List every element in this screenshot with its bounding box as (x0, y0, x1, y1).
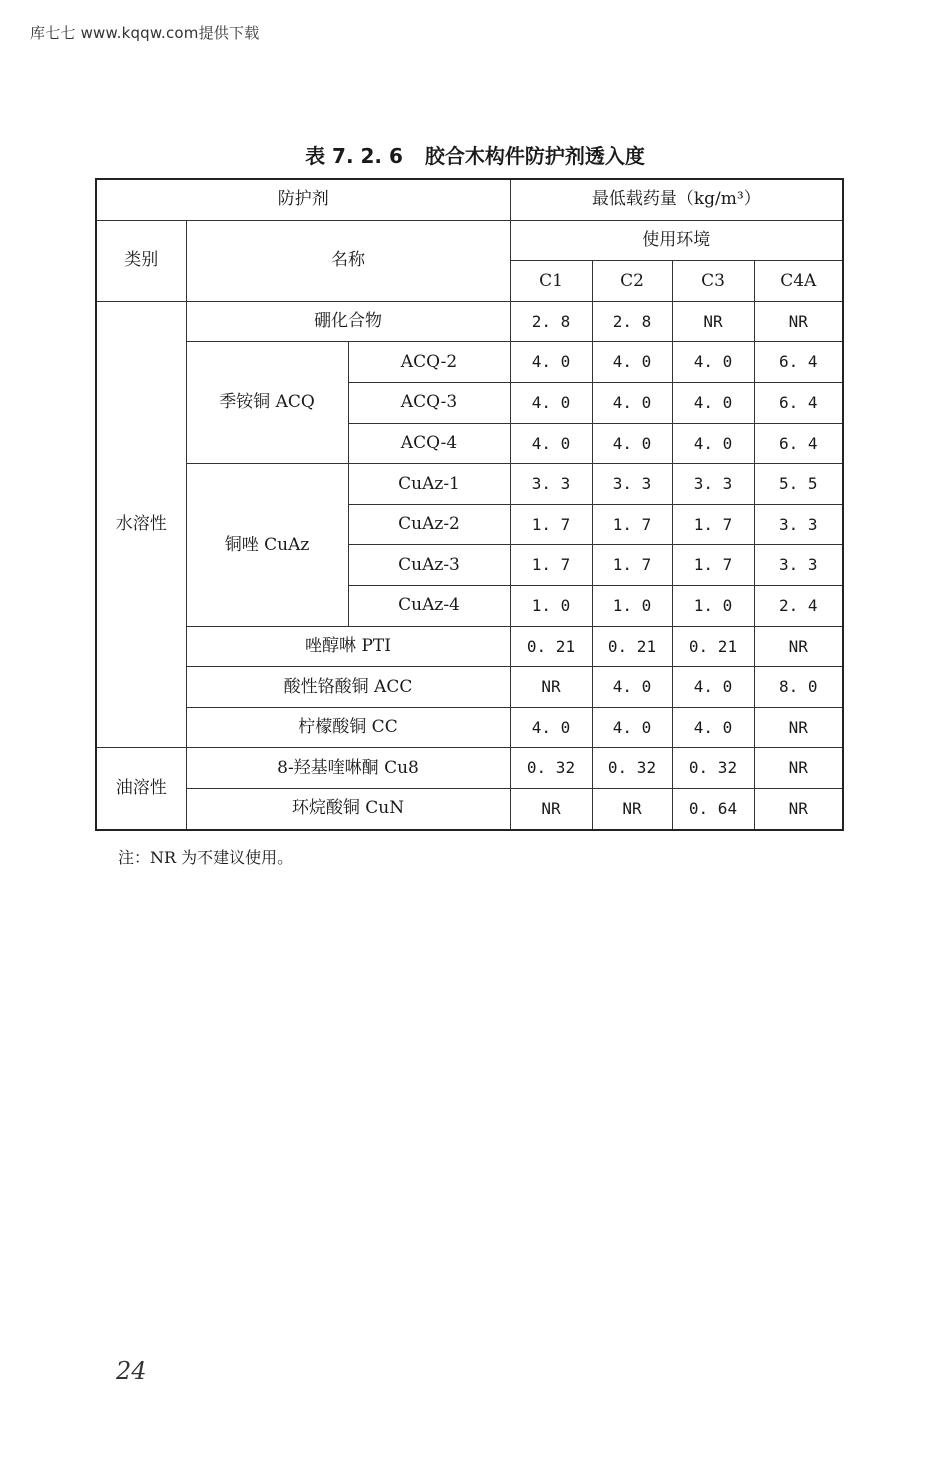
header-use-environment: 使用环境 (510, 220, 843, 261)
preservative-name: 柠檬酸铜 CC (186, 707, 510, 748)
header-min-retention: 最低载药量（kg/m³） (510, 179, 843, 220)
value-cell: 1. 7 (510, 545, 592, 586)
header-preservative: 防护剂 (96, 179, 510, 220)
table-row (96, 301, 843, 342)
value-cell: 3. 3 (672, 464, 754, 505)
preservative-name: ACQ-2 (348, 342, 510, 383)
value-cell: NR (754, 626, 843, 667)
preservative-name: 8-羟基喹啉酮 Cu8 (186, 748, 510, 789)
table-row (96, 464, 843, 505)
table-header-row (96, 179, 843, 220)
watermark: 库七七 www.kqqw.com提供下载 (30, 24, 260, 42)
value-cell: 0. 64 (672, 788, 754, 829)
value-cell: 4. 0 (592, 423, 672, 464)
value-cell: 1. 7 (592, 504, 672, 545)
retention-table (95, 178, 844, 831)
value-cell: 0. 32 (510, 748, 592, 789)
value-cell: 6. 4 (754, 423, 843, 464)
value-cell: 4. 0 (510, 382, 592, 423)
value-cell: 1. 7 (672, 545, 754, 586)
value-cell: 4. 0 (672, 707, 754, 748)
preservative-name: 酸性铬酸铜 ACC (186, 667, 510, 708)
group-cuaz: 铜唑 CuAz (186, 464, 348, 626)
value-cell: 2. 8 (592, 301, 672, 342)
value-cell: 1. 7 (510, 504, 592, 545)
header-category: 类别 (96, 220, 186, 301)
value-cell: 6. 4 (754, 342, 843, 383)
value-cell: 4. 0 (510, 342, 592, 383)
preservative-name: ACQ-4 (348, 423, 510, 464)
preservative-name: CuAz-3 (348, 545, 510, 586)
value-cell: 4. 0 (672, 382, 754, 423)
header-env-c4a: C4A (754, 261, 843, 302)
header-env-c3: C3 (672, 261, 754, 302)
value-cell: 4. 0 (672, 342, 754, 383)
table-row (96, 788, 843, 829)
table-row (96, 748, 843, 789)
value-cell: 0. 21 (592, 626, 672, 667)
value-cell: 6. 4 (754, 382, 843, 423)
value-cell: 0. 21 (672, 626, 754, 667)
preservative-name: 环烷酸铜 CuN (186, 788, 510, 829)
table-row (96, 707, 843, 748)
value-cell: 4. 0 (592, 382, 672, 423)
table-row (96, 342, 843, 383)
value-cell: 0. 21 (510, 626, 592, 667)
preservative-name: ACQ-3 (348, 382, 510, 423)
table-caption (0, 140, 950, 169)
table-row (96, 667, 843, 708)
table-number: 表 7. 2. 6 (305, 144, 403, 168)
preservative-name: 硼化合物 (186, 301, 510, 342)
value-cell: 1. 0 (592, 585, 672, 626)
value-cell: 1. 0 (510, 585, 592, 626)
value-cell: 4. 0 (672, 423, 754, 464)
value-cell: 0. 32 (592, 748, 672, 789)
preservative-name: CuAz-1 (348, 464, 510, 505)
value-cell: 5. 5 (754, 464, 843, 505)
preservative-name: CuAz-4 (348, 585, 510, 626)
value-cell: 1. 7 (592, 545, 672, 586)
value-cell: 4. 0 (510, 707, 592, 748)
group-acq: 季铵铜 ACQ (186, 342, 348, 464)
header-env-c1: C1 (510, 261, 592, 302)
value-cell: 2. 4 (754, 585, 843, 626)
value-cell: NR (510, 788, 592, 829)
value-cell: NR (592, 788, 672, 829)
table-note: 注：NR 为不建议使用。 (118, 848, 294, 867)
category-oil-soluble: 油溶性 (96, 748, 186, 830)
value-cell: NR (754, 748, 843, 789)
value-cell: 1. 7 (672, 504, 754, 545)
value-cell: 0. 32 (672, 748, 754, 789)
header-name: 名称 (186, 220, 510, 301)
value-cell: 4. 0 (592, 342, 672, 383)
value-cell: 3. 3 (592, 464, 672, 505)
value-cell: 3. 3 (510, 464, 592, 505)
table-title: 胶合木构件防护剂透入度 (424, 144, 645, 168)
preservative-name: CuAz-2 (348, 504, 510, 545)
value-cell: NR (754, 301, 843, 342)
header-env-c2: C2 (592, 261, 672, 302)
category-water-soluble: 水溶性 (96, 301, 186, 748)
value-cell: 4. 0 (510, 423, 592, 464)
preservative-name: 唑醇啉 PTI (186, 626, 510, 667)
value-cell: 2. 8 (510, 301, 592, 342)
value-cell: NR (672, 301, 754, 342)
page-number: 24 (116, 1357, 147, 1385)
value-cell: 4. 0 (592, 667, 672, 708)
value-cell: 3. 3 (754, 545, 843, 586)
value-cell: 4. 0 (592, 707, 672, 748)
value-cell: 4. 0 (672, 667, 754, 708)
table-header-row (96, 220, 843, 261)
value-cell: NR (754, 788, 843, 829)
value-cell: NR (754, 707, 843, 748)
value-cell: 1. 0 (672, 585, 754, 626)
value-cell: 3. 3 (754, 504, 843, 545)
value-cell: NR (510, 667, 592, 708)
table-row (96, 626, 843, 667)
value-cell: 8. 0 (754, 667, 843, 708)
